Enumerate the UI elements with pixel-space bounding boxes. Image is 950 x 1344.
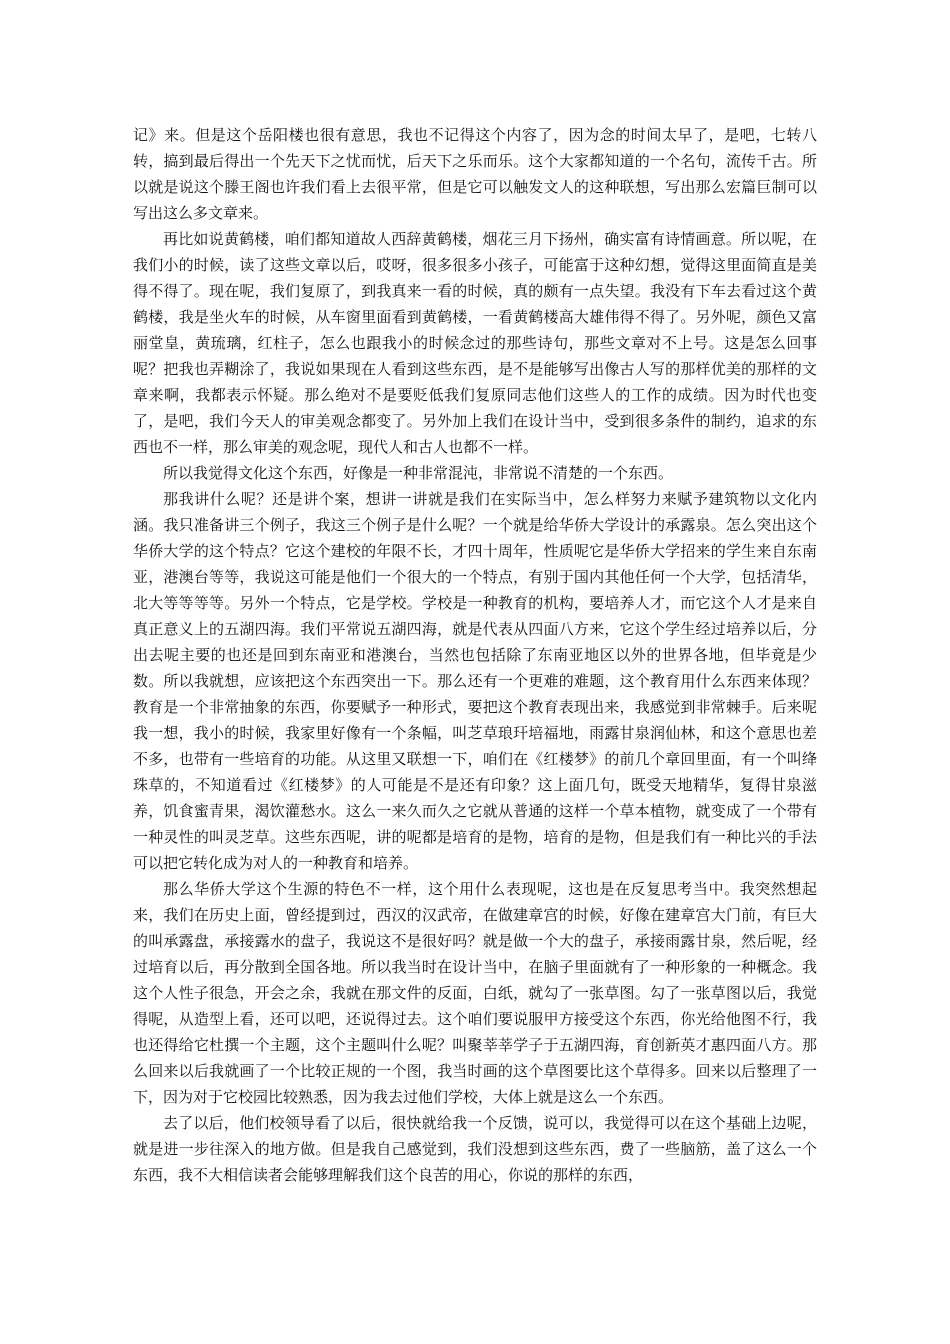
paragraph-culture: 所以我觉得文化这个东西，好像是一种非常混沌，非常说不清楚的一个东西。 [163,464,674,482]
paragraph-yellow-crane-tower: 再比如说黄鹤楼，咱们都知道故人西辞黄鹤楼，烟花三月下扬州，确实富有诗情画意。所以呢，在我们小的时候，读了这些文章以后，哎呀，很多很多小孩子，可能富于这种幻想，觉得这里面简直是美得不得了。现在呢，我们复原了，到我真来一看的时候，真的颇有一点失望。我没有下车去看过这个黄鹤楼，我是坐火车的时候，从车窗里面看到黄鹤楼，一看黄鹤楼高大雄伟得不得了。另外呢，颜色又富丽堂皇，黄琉璃，红柱子，怎么也跟我小的时候念过的那些诗句，那些文章对不上号。这是怎么回事呢？把我也弄糊涂了，我说如果现在人看到这些东西，是不是能够写出像古人写的那样优美的那样的文章来啊，我都表示怀疑。那么绝对不是要贬低我们复原同志他们这些人的工作的成绩。因为时代也变了，是吧，我们今天人的审美观念都变了。另外加上我们在设计当中，受到很多条件的制约，追求的东西也不一样，那么审美的观念呢，现代人和古人也都不一样。 [133,230,817,456]
paragraph-dew-plate: 那么华侨大学这个生源的特色不一样，这个用什么表现呢，这也是在反复思考当中。我突然想起来，我们在历史上面，曾经提到过，西汉的汉武帝，在做建章宫的时候，好像在建章宫大门前，有巨大的叫承露盘，承接露水的盘子，我说这不是很好吗？就是做一个大的盘子，承接雨露甘泉，然后呢，经过培育以后，再分散到全国各地。所以我当时在设计当中，在脑子里面就有了一种形象的一种概念。我这个人性子很急，开会之余，我就在那文件的反面，白纸，就勾了一张草图。勾了一张草图以后，我觉得呢，从造型上看，还可以吧，还说得过去。这个咱们要说服甲方接受这个东西，你光给他图不行，我也还得给它杜撰一个主题，这个主题叫什么呢？叫聚莘莘学子于五湖四海，育创新英才惠四面八方。那么回来以后我就画了一个比较正规的一个图，我当时画的这个草图要比这个草得多。回来以后整理了一下，因为对于它校园比较熟悉，因为我去过他们学校，大体上就是这么一个东西。 [133,880,817,1106]
document-body [133,122,817,1188]
paragraph-huaqiao-university: 那我讲什么呢？还是讲个案，想讲一讲就是我们在实际当中，怎么样努力来赋予建筑物以文化内涵。我只准备讲三个例子，我这三个例子是什么呢？一个就是给华侨大学设计的承露泉。怎么突出这个华侨大学的这个特点？它这个建校的年限不长，才四十周年，性质呢它是华侨大学招来的学生来自东南亚，港澳台等等，我说这可能是他们一个很大的一个特点，有别于国内其他任何一个大学，包括清华，北大等等等等。另外一个特点，它是学校。学校是一种教育的机构，要培养人才，而它这个人才是来自真正意义上的五湖四海。我们平常说五湖四海，就是代表从四面八方来，它这个学生经过培养以后，分出去呢主要的也还是回到东南亚和港澳台，当然也包括除了东南亚地区以外的世界各地，但毕竟是少数。所以我就想，应该把这个东西突出一下。那么还有一个更难的难题，这个教育用什么东西来体现？教育是一个非常抽象的东西，你要赋予一种形式，要把这个教育表现出来，我感觉到非常棘手。后来呢我一想，我小的时候，我家里好像有一个条幅，叫芝草琅玕培福地，雨露甘泉润仙林，和这个意思也差不多，也带有一些培育的功能。从这里又联想一下，咱们在《红楼梦》的前几个章回里面，有一个叫绛珠草的，不知道看过《红楼梦》的人可能是不是还有印象？这上面几句，既受天地精华，复得甘泉滋养，饥食蜜青果，渴饮灌愁水。这么一来久而久之它就从普通的这样一个草本植物，就变成了一个带有一种灵性的叫灵芝草。这些东西呢，讲的呢都是培育的是物，培育的是物，但是我们有一种比兴的手法可以把它转化成为对人的一种教育和培养。 [133,490,817,872]
paragraph-feedback: 去了以后，他们校领导看了以后，很快就给我一个反馈，说可以，我觉得可以在这个基础上边呢，就是进一步往深入的地方做。但是我自己感觉到，我们没想到这些东西，费了一些脑筋，盖了这么一个东西，我不大相信读者会能够理解我们这个良苦的用心，你说的那样的东西， [133,1114,817,1184]
paragraph-continuation: 记》来。但是这个岳阳楼也很有意思，我也不记得这个内容了，因为念的时间太早了，是吧，七转八转，搞到最后得出一个先天下之忧而忧，后天下之乐而乐。这个大家都知道的一个名句，流传千古。所以就是说这个滕王阁也许我们看上去很平常，但是它可以触发文人的这种联想，写出那么宏篇巨制可以写出这么多文章来。 [133,126,817,222]
